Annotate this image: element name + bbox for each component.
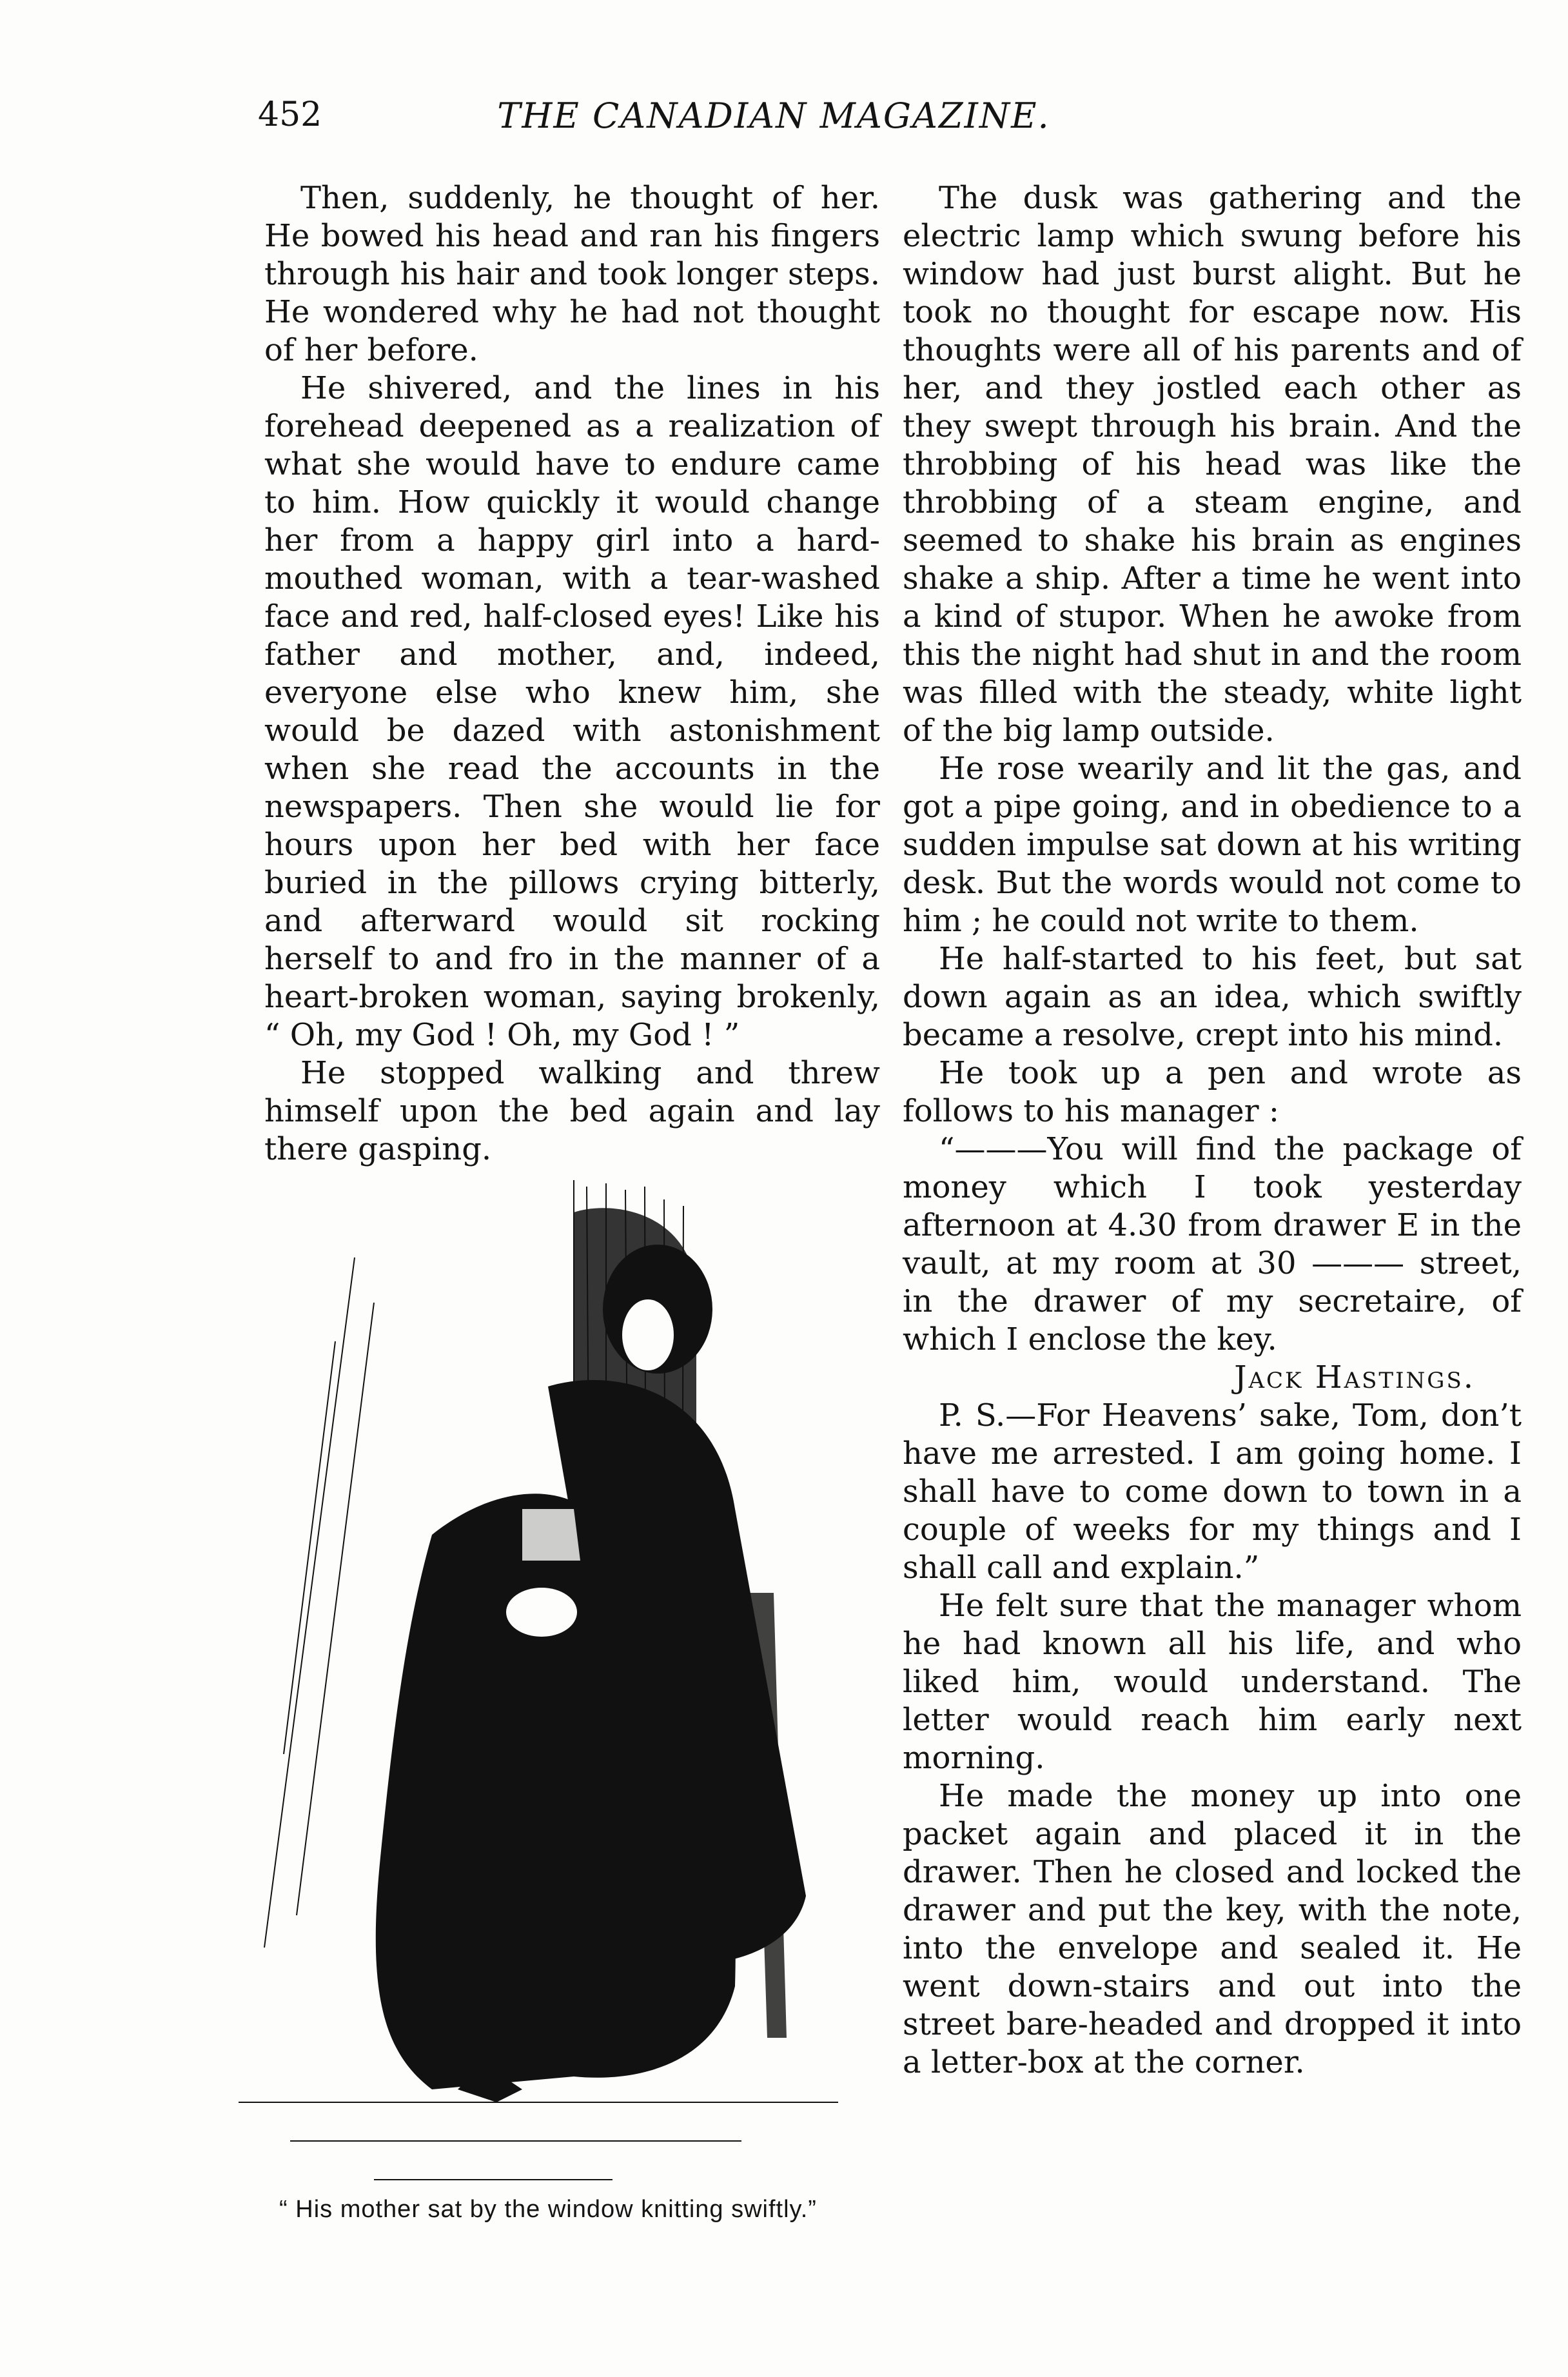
letter-body: “———You will find the package of money which I took yesterday afternoon at 4.30 from drawer E in the vault, at my room at 30 ——— street, in the drawer of my secretaire, of which I enclose the key.: [903, 1131, 1522, 1357]
paragraph: He took up a pen and wrote as follows to his manager :: [903, 1055, 1522, 1129]
illustration-drawing: [161, 1174, 890, 2205]
page-number: 452: [258, 95, 322, 134]
paragraph: Then, suddenly, he thought of her. He bowed his head and ran his fingers through his hair and took longer steps. He wondered why he had not thought of her before.: [264, 180, 880, 368]
running-title: THE CANADIAN MAGAZINE.: [497, 95, 1050, 136]
paragraph: He shivered, and the lines in his forehead deepened as a realization of what she would have to endure came to him. How quickly it would change her from a happy girl into a hard-mouthed woman, with a tear-washed face and red, half-closed eyes! Like his father and mother, and, indeed, everyone else who knew him, she would be dazed with astonishment when she read the accounts in the newspapers. Then she would lie for hours upon her bed with her face buried in the pillows crying bitterly, and afterward would sit rocking herself to and fro in the manner of a heart-broken woman, saying brokenly, “ Oh, my God ! Oh, my God ! ”: [264, 370, 880, 1053]
paragraph: He made the money up into one packet again and placed it in the drawer. Then he closed and locked the drawer and put the key, with the note, into the envelope and sealed it. He went down-stairs and out into the street bare-headed and dropped it into a letter-box at the corner.: [903, 1778, 1522, 2080]
paragraph: The dusk was gathering and the electric lamp which swung before his window had just burst alight. But he took no thought for escape now. His thoughts were all of his parents and of her, and they jostled each other as they swept through his brain. And the throbbing of his head was like the throbbing of a steam engine, and seemed to shake his brain as engines shake a ship. After a time he went into a kind of stupor. When he awoke from this the night had shut in and the room was filled with the steady, white light of the big lamp outside.: [903, 180, 1522, 749]
right-column: [903, 179, 1522, 2082]
left-column: [264, 179, 880, 1169]
paragraph: He half-started to his feet, but sat down again as an idea, which swiftly became a resolve, crept into his mind.: [903, 941, 1522, 1053]
illustration: [161, 1174, 890, 2205]
paragraph: He stopped walking and threw himself upon the bed again and lay there gasping.: [264, 1055, 880, 1167]
letter-signature: Jack Hastings.: [1234, 1359, 1475, 1396]
page-header: [258, 95, 1289, 141]
paragraph: He felt sure that the manager whom he had known all his life, and who liked him, would understand. The letter would reach him early next morning.: [903, 1588, 1522, 1776]
postscript: P. S.—For Heavens’ sake, Tom, don’t have me arrested. I am going home. I shall have to come down to town in a couple of weeks for my things and I shall call and explain.”: [903, 1397, 1522, 1586]
paragraph: He rose wearily and lit the gas, and got a pipe going, and in obedience to a sudden impulse sat down at his writing desk. But the words would not come to him ; he could not write to them.: [903, 751, 1522, 939]
illustration-caption: “ His mother sat by the window knitting swiftly.”: [279, 2196, 817, 2223]
